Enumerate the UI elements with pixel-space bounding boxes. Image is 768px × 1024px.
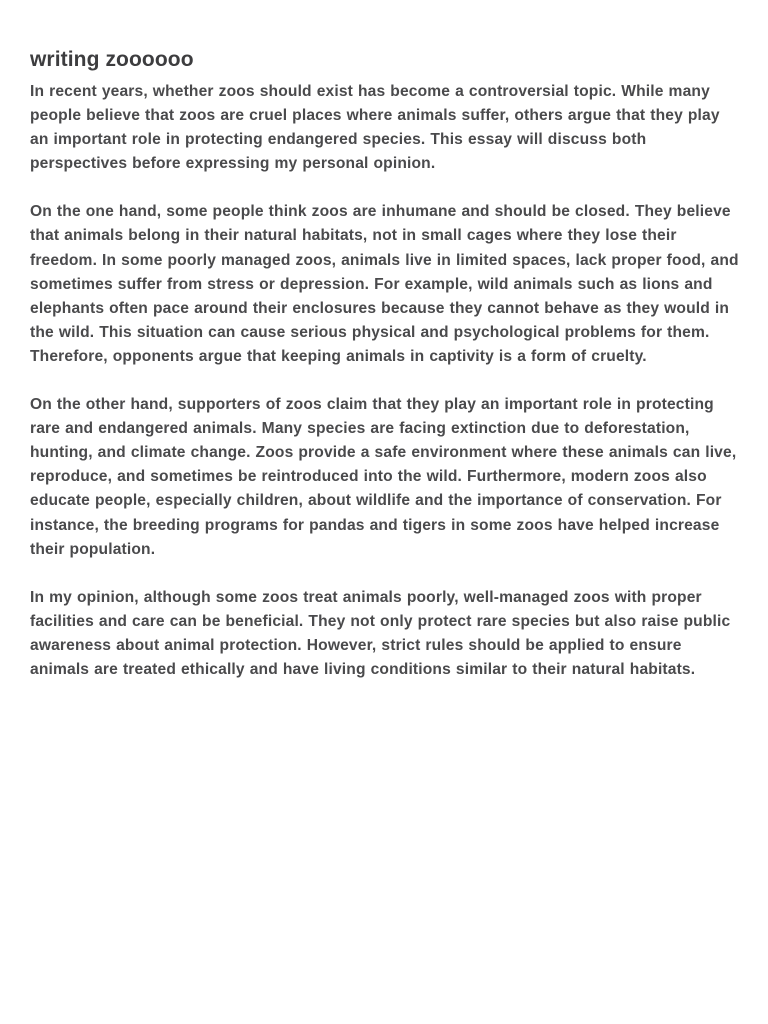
paragraph-for-zoos[interactable]: On the other hand, supporters of zoos claim that they play an important role in protecting rare and endangered animals. Many species are facing extinction due to deforestation, hunting, and climate change. Zoos provide a safe environment where these animals can live, reproduce, and sometimes be reintroduced into the wild. Furthermore, modern zoos also educate people, especially children, about wildlife and the importance of conservation. For instance, the breeding programs for pandas and tigers in some zoos have helped increase their population. xyxy=(30,396,737,558)
paragraph-opinion[interactable]: In my opinion, although some zoos treat animals poorly, well-managed zoos with proper facilities and care can be beneficial. They not only protect rare species but also raise public awareness about animal protection. However, strict rules should be applied to ensure animals are treated ethically and have living conditions similar to their natural habitats. xyxy=(30,588,731,678)
paragraph-against-zoos[interactable]: On the one hand, some people think zoos are inhumane and should be closed. They believe that animals belong in their natural habitats, not in small cages where they lose their freedom. In some poorly managed zoos, animals live in limited spaces, lack proper food, and sometimes suffer from stress or depression. For example, wild animals such as lions and elephants often pace around their enclosures because they cannot behave as they would in the wild. This situation can cause serious physical and psychological problems for them. Therefore, opponents argue that keeping animals in captivity is a form of cruelty. xyxy=(30,203,739,365)
note-body[interactable] xyxy=(30,80,740,682)
note-title[interactable]: writing zoooooo xyxy=(30,48,194,71)
paragraph-intro[interactable]: In recent years, whether zoos should exist has become a controversial topic. While many people believe that zoos are cruel places where animals suffer, others argue that they play an important role in protecting endangered species. This essay will discuss both perspectives before expressing my personal opinion. xyxy=(30,83,720,173)
